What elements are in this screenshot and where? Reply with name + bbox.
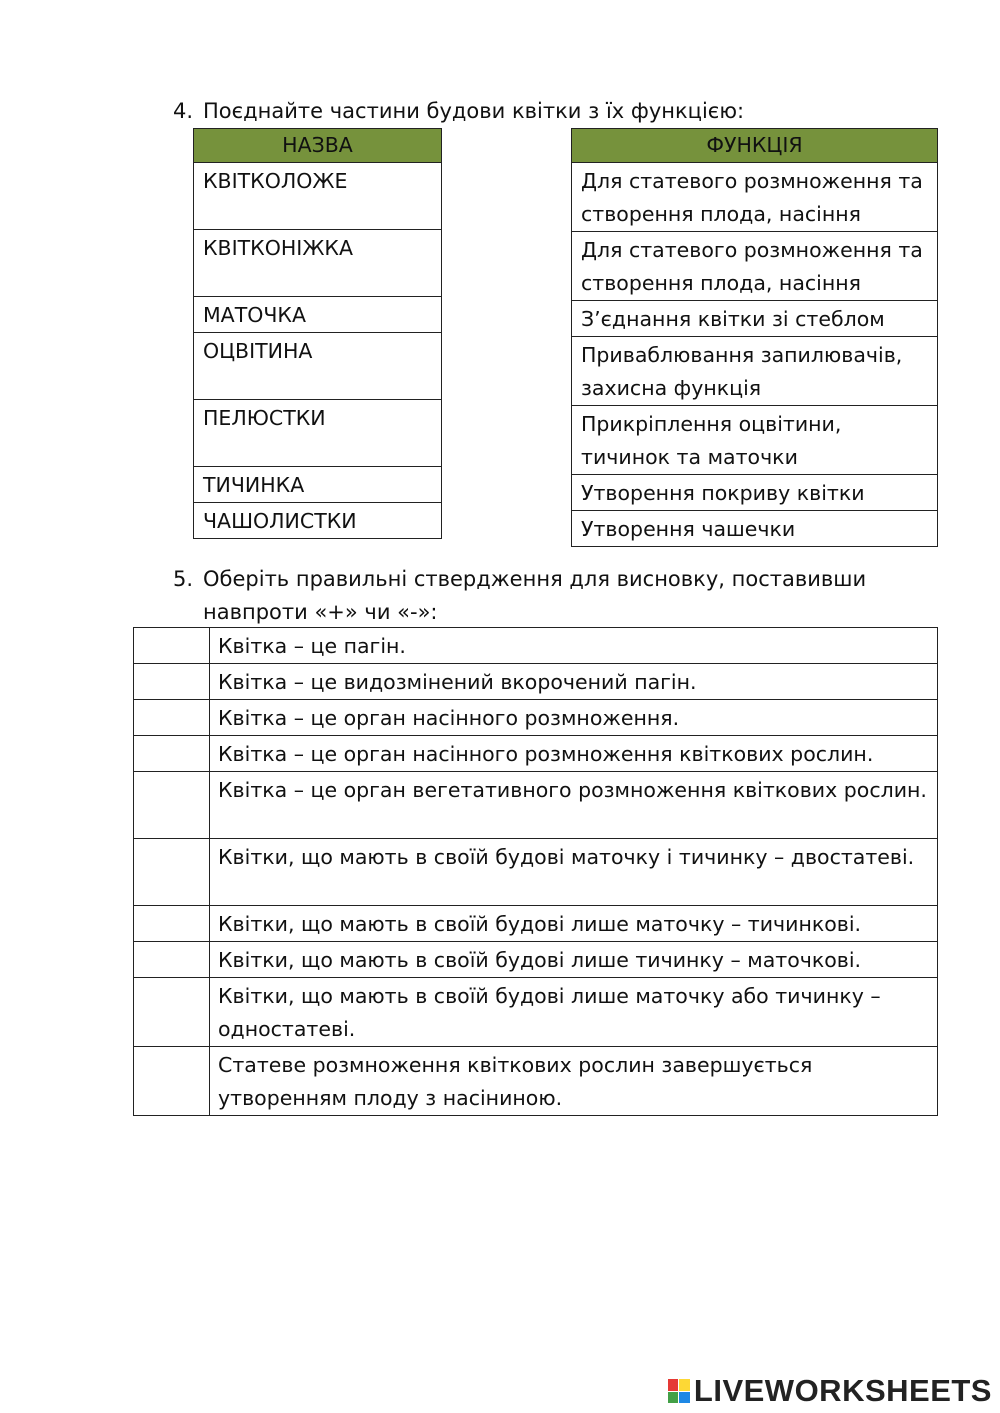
function-cell[interactable]: Для статевого розмноження та створення плода, насіння: [572, 232, 938, 301]
answer-input[interactable]: [134, 942, 210, 978]
name-cell[interactable]: МАТОЧКА: [194, 297, 442, 333]
function-cell[interactable]: З’єднання квітки зі стеблом: [572, 301, 938, 337]
flower-parts-functions-table: [571, 128, 938, 547]
answer-input[interactable]: [134, 839, 210, 906]
answer-input[interactable]: [134, 628, 210, 664]
statement-text: Квітка – це видозмінений вкорочений пагін.: [210, 664, 938, 700]
table-row: [134, 700, 938, 736]
name-cell[interactable]: КВІТКОНІЖКА: [194, 230, 442, 297]
question-number: 4.: [173, 99, 194, 123]
liveworksheets-logo-icon: [668, 1379, 690, 1403]
statements-table: [133, 627, 938, 1116]
statement-text: Статеве розмноження квіткових рослин завершується утворенням плоду з насіниною.: [210, 1047, 938, 1116]
table-row: [134, 772, 938, 839]
names-header: НАЗВА: [194, 129, 442, 163]
answer-input[interactable]: [134, 664, 210, 700]
functions-header: ФУНКЦІЯ: [572, 129, 938, 163]
table-row: [134, 628, 938, 664]
statement-text: Квітка – це орган насінного розмноження.: [210, 700, 938, 736]
question-number: 5.: [173, 567, 194, 591]
answer-input[interactable]: [134, 700, 210, 736]
statement-text: Квітки, що мають в своїй будові лише тичинку – маточкові.: [210, 942, 938, 978]
liveworksheets-logo[interactable]: [668, 1373, 992, 1409]
answer-input[interactable]: [134, 906, 210, 942]
logo-text: LIVEWORKSHEETS: [693, 1373, 992, 1408]
table-row: [134, 906, 938, 942]
answer-input[interactable]: [134, 978, 210, 1047]
question-5-title: [173, 563, 933, 629]
statement-text: Квітка – це орган вегетативного розмноження квіткових рослин.: [210, 772, 938, 839]
question-text: Поєднайте частини будови квітки з їх функцією:: [203, 99, 745, 123]
table-row: [134, 736, 938, 772]
statement-text: Квітка – це орган насінного розмноження квіткових рослин.: [210, 736, 938, 772]
name-cell[interactable]: ПЕЛЮСТКИ: [194, 400, 442, 467]
answer-input[interactable]: [134, 772, 210, 839]
name-cell[interactable]: КВІТКОЛОЖЕ: [194, 163, 442, 230]
question-text-line1: Оберіть правильні ствердження для висновку, поставивши: [203, 567, 867, 591]
table-row: [134, 942, 938, 978]
name-cell[interactable]: ЧАШОЛИСТКИ: [194, 503, 442, 539]
table-row: [134, 839, 938, 906]
answer-input[interactable]: [134, 736, 210, 772]
question-text-line2: навпроти «+» чи «-»:: [203, 600, 438, 624]
statement-text: Квітки, що мають в своїй будові лише маточку – тичинкові.: [210, 906, 938, 942]
function-cell[interactable]: Приваблювання запилювачів, захисна функція: [572, 337, 938, 406]
function-cell[interactable]: Для статевого розмноження та створення плода, насіння: [572, 163, 938, 232]
function-cell[interactable]: Утворення чашечки: [572, 511, 938, 547]
name-cell[interactable]: ТИЧИНКА: [194, 467, 442, 503]
question-4-title: [173, 95, 744, 128]
function-cell[interactable]: Утворення покриву квітки: [572, 475, 938, 511]
statement-text: Квітки, що мають в своїй будові маточку і тичинку – двостатеві.: [210, 839, 938, 906]
name-cell[interactable]: ОЦВІТИНА: [194, 333, 442, 400]
statement-text: Квітки, що мають в своїй будові лише маточку або тичинку – одностатеві.: [210, 978, 938, 1047]
table-row: [134, 1047, 938, 1116]
table-row: [134, 664, 938, 700]
statement-text: Квітка – це пагін.: [210, 628, 938, 664]
table-row: [134, 978, 938, 1047]
function-cell[interactable]: Прикріплення оцвітини, тичинок та маточки: [572, 406, 938, 475]
flower-parts-names-table: [193, 128, 442, 539]
answer-input[interactable]: [134, 1047, 210, 1116]
